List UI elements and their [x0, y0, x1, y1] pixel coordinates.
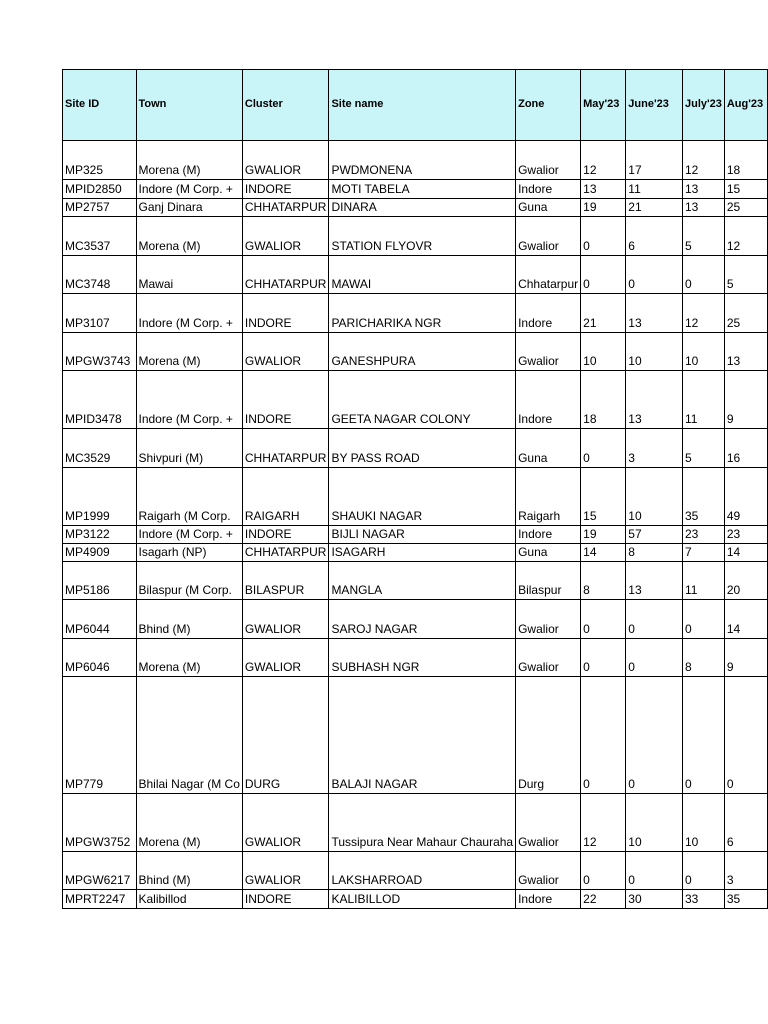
cell-site-name: SUBHASH NGR: [329, 639, 516, 677]
cell-july23: 10: [682, 794, 724, 852]
cell-site-name: GANESHPURA: [329, 333, 516, 371]
cell-july23: 35: [682, 468, 724, 526]
cell-july23: 23: [682, 526, 724, 544]
cell-site-id: MP325: [63, 141, 137, 180]
table-row: [63, 677, 768, 794]
cell-cluster: GWALIOR: [242, 639, 329, 677]
cell-may23: 21: [581, 294, 626, 333]
cell-may23: 0: [581, 256, 626, 294]
cell-aug23: 5: [724, 256, 767, 294]
cell-aug23: 3: [724, 852, 767, 890]
cell-july23: 0: [682, 852, 724, 890]
cell-town: Morena (M): [136, 217, 242, 256]
cell-site-id: MP3107: [63, 294, 137, 333]
cell-zone: Durg: [516, 677, 581, 794]
cell-may23: 13: [581, 180, 626, 199]
cell-town: Indore (M Corp. +: [136, 526, 242, 544]
cell-aug23: 49: [724, 468, 767, 526]
cell-site-name: KALIBILLOD: [329, 890, 516, 909]
cell-zone: Raigarh: [516, 468, 581, 526]
cell-june23: 57: [626, 526, 683, 544]
cell-aug23: 6: [724, 794, 767, 852]
cell-aug23: 14: [724, 600, 767, 639]
cell-zone: Indore: [516, 180, 581, 199]
cell-july23: 0: [682, 677, 724, 794]
cell-site-name: GEETA NAGAR COLONY: [329, 371, 516, 429]
cell-aug23: 25: [724, 294, 767, 333]
cell-cluster: INDORE: [242, 371, 329, 429]
cell-july23: 13: [682, 199, 724, 217]
cell-site-name: BY PASS ROAD: [329, 429, 516, 468]
cell-may23: 0: [581, 217, 626, 256]
table-row: [63, 333, 768, 371]
cell-june23: 13: [626, 294, 683, 333]
cell-may23: 0: [581, 600, 626, 639]
cell-cluster: GWALIOR: [242, 852, 329, 890]
table-row: [63, 217, 768, 256]
cell-town: Morena (M): [136, 141, 242, 180]
cell-july23: 33: [682, 890, 724, 909]
cell-july23: 5: [682, 217, 724, 256]
cell-may23: 14: [581, 544, 626, 562]
cell-july23: 5: [682, 429, 724, 468]
cell-may23: 18: [581, 371, 626, 429]
cell-site-id: MP1999: [63, 468, 137, 526]
table-row: [63, 180, 768, 199]
cell-aug23: 13: [724, 333, 767, 371]
table-row: [63, 141, 768, 180]
cell-cluster: RAIGARH: [242, 468, 329, 526]
cell-site-id: MPID2850: [63, 180, 137, 199]
header-may23: May'23: [581, 70, 626, 141]
cell-aug23: 12: [724, 217, 767, 256]
table-row: [63, 544, 768, 562]
cell-june23: 10: [626, 468, 683, 526]
cell-site-id: MPID3478: [63, 371, 137, 429]
header-june23: June'23: [626, 70, 683, 141]
cell-cluster: CHHATARPUR: [242, 429, 329, 468]
cell-cluster: INDORE: [242, 526, 329, 544]
table-row: [63, 526, 768, 544]
cell-zone: Indore: [516, 371, 581, 429]
cell-june23: 0: [626, 677, 683, 794]
cell-town: Shivpuri (M): [136, 429, 242, 468]
cell-site-id: MC3748: [63, 256, 137, 294]
cell-town: Indore (M Corp. +: [136, 294, 242, 333]
cell-july23: 10: [682, 333, 724, 371]
table-row: [63, 562, 768, 600]
cell-zone: Bilaspur: [516, 562, 581, 600]
cell-june23: 10: [626, 333, 683, 371]
cell-aug23: 16: [724, 429, 767, 468]
cell-may23: 8: [581, 562, 626, 600]
cell-zone: Indore: [516, 526, 581, 544]
cell-may23: 0: [581, 429, 626, 468]
cell-may23: 0: [581, 852, 626, 890]
cell-june23: 21: [626, 199, 683, 217]
cell-town: Isagarh (NP): [136, 544, 242, 562]
cell-may23: 0: [581, 639, 626, 677]
header-site-id: Site ID: [63, 70, 137, 141]
cell-zone: Gwalior: [516, 639, 581, 677]
cell-zone: Gwalior: [516, 141, 581, 180]
cell-july23: 13: [682, 180, 724, 199]
table-row: [63, 256, 768, 294]
cell-july23: 11: [682, 562, 724, 600]
cell-cluster: INDORE: [242, 294, 329, 333]
cell-cluster: CHHATARPUR: [242, 199, 329, 217]
cell-site-id: MP5186: [63, 562, 137, 600]
cell-site-id: MPGW3752: [63, 794, 137, 852]
cell-cluster: BILASPUR: [242, 562, 329, 600]
cell-zone: Gwalior: [516, 217, 581, 256]
cell-town: Morena (M): [136, 333, 242, 371]
cell-zone: Indore: [516, 294, 581, 333]
site-data-table: [62, 69, 768, 909]
cell-cluster: GWALIOR: [242, 333, 329, 371]
cell-site-id: MC3529: [63, 429, 137, 468]
cell-may23: 12: [581, 794, 626, 852]
cell-cluster: GWALIOR: [242, 141, 329, 180]
header-aug23: Aug'23: [724, 70, 767, 141]
cell-town: Indore (M Corp. +: [136, 180, 242, 199]
cell-town: Bhind (M): [136, 600, 242, 639]
cell-june23: 13: [626, 562, 683, 600]
cell-may23: 19: [581, 199, 626, 217]
cell-aug23: 23: [724, 526, 767, 544]
cell-may23: 15: [581, 468, 626, 526]
cell-site-name: PARICHARIKA NGR: [329, 294, 516, 333]
cell-cluster: INDORE: [242, 890, 329, 909]
cell-aug23: 15: [724, 180, 767, 199]
header-town: Town: [136, 70, 242, 141]
cell-town: Kalibillod: [136, 890, 242, 909]
cell-zone: Gwalior: [516, 852, 581, 890]
cell-june23: 0: [626, 600, 683, 639]
header-row: [63, 70, 768, 141]
table-row: [63, 600, 768, 639]
cell-site-name: SAROJ NAGAR: [329, 600, 516, 639]
cell-june23: 11: [626, 180, 683, 199]
cell-june23: 10: [626, 794, 683, 852]
cell-site-name: ISAGARH: [329, 544, 516, 562]
cell-town: Morena (M): [136, 794, 242, 852]
cell-site-name: DINARA: [329, 199, 516, 217]
cell-zone: Indore: [516, 890, 581, 909]
cell-aug23: 0: [724, 677, 767, 794]
cell-july23: 8: [682, 639, 724, 677]
table-row: [63, 199, 768, 217]
cell-may23: 19: [581, 526, 626, 544]
cell-cluster: INDORE: [242, 180, 329, 199]
cell-site-id: MP6046: [63, 639, 137, 677]
table-row: [63, 852, 768, 890]
cell-aug23: 9: [724, 371, 767, 429]
cell-may23: 0: [581, 677, 626, 794]
cell-site-id: MP2757: [63, 199, 137, 217]
cell-cluster: GWALIOR: [242, 600, 329, 639]
cell-town: Bhilai Nagar (M Co: [136, 677, 242, 794]
cell-zone: Gwalior: [516, 600, 581, 639]
cell-site-name: MANGLA: [329, 562, 516, 600]
cell-cluster: CHHATARPUR: [242, 544, 329, 562]
cell-cluster: GWALIOR: [242, 794, 329, 852]
cell-july23: 12: [682, 141, 724, 180]
cell-cluster: DURG: [242, 677, 329, 794]
cell-june23: 13: [626, 371, 683, 429]
cell-zone: Chhatarpur: [516, 256, 581, 294]
cell-site-name: MOTI TABELA: [329, 180, 516, 199]
cell-aug23: 35: [724, 890, 767, 909]
cell-town: Ganj Dinara: [136, 199, 242, 217]
cell-july23: 11: [682, 371, 724, 429]
cell-aug23: 9: [724, 639, 767, 677]
cell-zone: Gwalior: [516, 794, 581, 852]
table-row: [63, 890, 768, 909]
cell-aug23: 25: [724, 199, 767, 217]
cell-site-id: MP779: [63, 677, 137, 794]
cell-site-name: BIJLI NAGAR: [329, 526, 516, 544]
cell-town: Indore (M Corp. +: [136, 371, 242, 429]
cell-june23: 6: [626, 217, 683, 256]
table-row: [63, 294, 768, 333]
cell-site-name: LAKSHARROAD: [329, 852, 516, 890]
cell-may23: 10: [581, 333, 626, 371]
table-row: [63, 468, 768, 526]
cell-site-id: MP6044: [63, 600, 137, 639]
cell-town: Morena (M): [136, 639, 242, 677]
cell-july23: 7: [682, 544, 724, 562]
cell-june23: 0: [626, 256, 683, 294]
header-july23: July'23: [682, 70, 724, 141]
cell-june23: 8: [626, 544, 683, 562]
cell-zone: Guna: [516, 544, 581, 562]
cell-july23: 0: [682, 256, 724, 294]
cell-aug23: 20: [724, 562, 767, 600]
cell-may23: 12: [581, 141, 626, 180]
cell-site-id: MP3122: [63, 526, 137, 544]
cell-site-name: MAWAI: [329, 256, 516, 294]
cell-town: Bhind (M): [136, 852, 242, 890]
cell-site-id: MC3537: [63, 217, 137, 256]
cell-may23: 22: [581, 890, 626, 909]
table-row: [63, 794, 768, 852]
cell-june23: 0: [626, 852, 683, 890]
cell-town: Raigarh (M Corp.: [136, 468, 242, 526]
cell-zone: Guna: [516, 199, 581, 217]
header-cluster: Cluster: [242, 70, 329, 141]
cell-site-name: Tussipura Near Mahaur Chauraha: [329, 794, 516, 852]
cell-zone: Guna: [516, 429, 581, 468]
cell-june23: 3: [626, 429, 683, 468]
cell-town: Bilaspur (M Corp.: [136, 562, 242, 600]
cell-cluster: CHHATARPUR: [242, 256, 329, 294]
cell-site-name: PWDMONENA: [329, 141, 516, 180]
cell-site-id: MP4909: [63, 544, 137, 562]
table-row: [63, 639, 768, 677]
cell-site-name: STATION FLYOVR: [329, 217, 516, 256]
cell-site-id: MPGW3743: [63, 333, 137, 371]
cell-june23: 0: [626, 639, 683, 677]
cell-zone: Gwalior: [516, 333, 581, 371]
cell-july23: 12: [682, 294, 724, 333]
cell-site-id: MPRT2247: [63, 890, 137, 909]
table-row: [63, 371, 768, 429]
cell-june23: 17: [626, 141, 683, 180]
cell-site-name: SHAUKI NAGAR: [329, 468, 516, 526]
cell-cluster: GWALIOR: [242, 217, 329, 256]
cell-june23: 30: [626, 890, 683, 909]
cell-aug23: 14: [724, 544, 767, 562]
table-body: [63, 141, 768, 909]
cell-site-id: MPGW6217: [63, 852, 137, 890]
header-site-name: Site name: [329, 70, 516, 141]
cell-town: Mawai: [136, 256, 242, 294]
cell-site-name: BALAJI NAGAR: [329, 677, 516, 794]
cell-july23: 0: [682, 600, 724, 639]
cell-aug23: 18: [724, 141, 767, 180]
header-zone: Zone: [516, 70, 581, 141]
table-row: [63, 429, 768, 468]
